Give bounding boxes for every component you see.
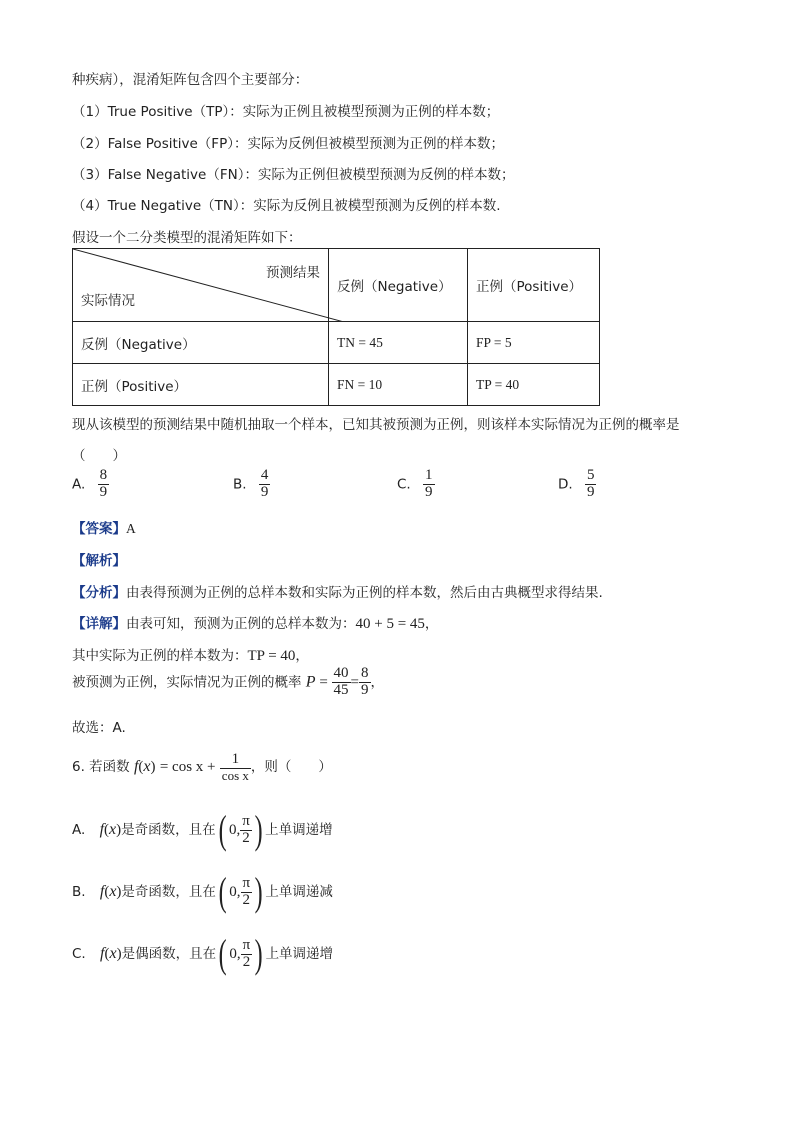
option-letter: B. <box>233 476 247 493</box>
fraction-denominator: 2 <box>242 953 251 970</box>
answer-line <box>72 517 136 537</box>
detail-text-3: 被预测为正例，实际情况为正例的概率 <box>72 674 302 691</box>
fraction-denominator: 9 <box>361 681 369 698</box>
detail-line-1 <box>72 612 438 633</box>
fraction-denominator: cos x <box>221 767 249 783</box>
part-fn: （3）False Negative（FN）：实际为正例但被模型预测为反例的样本数； <box>72 167 515 183</box>
fraction-denominator: 2 <box>242 829 250 846</box>
diagonal-line <box>73 249 344 322</box>
option-tail: 上单调递减 <box>265 884 333 900</box>
fraction-denominator: 9 <box>586 483 595 500</box>
func-x: x <box>109 945 117 962</box>
table-row <box>73 364 600 406</box>
detail-end-2: ， <box>295 648 309 664</box>
q6-option-b[interactable]: B. f(x)是奇函数，且在( 0, $\frac{\pi}{2}$ ) 上单调递减 <box>72 869 333 914</box>
option-c[interactable] <box>397 468 435 501</box>
prob-symbol: P <box>305 673 316 691</box>
fraction-numerator: 40 <box>333 665 349 681</box>
detail-math-2: TP = 40 <box>247 648 296 664</box>
fenxi-line <box>72 581 603 601</box>
row-label-positive: 正例（Positive） <box>73 364 329 406</box>
option-letter: A. <box>72 476 86 493</box>
q6-option-c[interactable]: C. f(x)是偶函数，且在( 0, $\frac{\pi}{2}$ ) 上单调递增 <box>72 931 334 976</box>
option-letter: A. <box>72 822 86 838</box>
q6-prefix: 6. 若函数 <box>72 759 130 776</box>
analysis-tag <box>72 549 126 569</box>
fraction-denominator: 2 <box>242 891 251 908</box>
fenxi-tag: 【分析】 <box>72 585 126 601</box>
detail-math-1: 40 + 5 = 45 <box>355 616 425 632</box>
fraction-denominator: 9 <box>99 483 108 500</box>
question-text: 现从该模型的预测结果中随机抽取一个样本，已知其被预测为正例，则该样本实际情况为正例的概率是 <box>72 417 680 433</box>
detail-line-2 <box>72 644 309 665</box>
answer-value: A <box>126 521 136 536</box>
cell-fn: FN = 10 <box>329 364 468 406</box>
part-tn: （4）True Negative（TN）：实际为反例且被模型预测为反例的样本数. <box>72 198 501 214</box>
func-x: x <box>109 883 117 900</box>
fenxi-text: 由表得预测为正例的总样本数和实际为正例的样本数，然后由古典概型求得结果. <box>126 585 603 601</box>
fraction-numerator: 8 <box>99 467 108 483</box>
question-paren: （ ） <box>72 448 126 464</box>
interval-left: 0, <box>228 822 241 838</box>
fraction-numerator: 4 <box>260 467 269 483</box>
interval-left: 0, <box>229 884 241 900</box>
fraction-numerator: π <box>242 812 250 829</box>
option-letter: D. <box>558 476 573 493</box>
fraction-numerator: 1 <box>220 752 251 769</box>
interval-left: 0, <box>229 946 241 962</box>
choose-line: 故选：A. <box>72 720 126 736</box>
fraction-numerator: π <box>242 936 251 953</box>
col-header-negative: 反例（Negative） <box>329 249 468 322</box>
confusion-matrix-table <box>72 248 600 406</box>
q6-eq: = cos x + <box>159 759 216 776</box>
cell-tp: TP = 40 <box>468 364 600 406</box>
fraction-numerator: π <box>242 874 251 891</box>
option-letter: C. <box>72 946 86 962</box>
part-fp: （2）False Positive（FP）：实际为反例但被模型预测为正例的样本数； <box>72 136 504 152</box>
table-corner-cell <box>73 249 329 322</box>
col-header-positive: 正例（Positive） <box>468 249 600 322</box>
fraction-numerator: 5 <box>586 467 595 483</box>
option-d[interactable] <box>558 468 596 501</box>
option-letter: C. <box>397 476 411 493</box>
fraction-denominator: 9 <box>260 483 269 500</box>
analysis-tag-label: 【解析】 <box>72 553 126 569</box>
detail-end-3: ， <box>370 674 385 691</box>
header-actual: 实际情况 <box>81 293 135 309</box>
fraction-numerator: 1 <box>425 467 433 483</box>
intro-line: 种疾病），混淆矩阵包含四个主要部分： <box>72 72 309 88</box>
cell-fp: FP = 5 <box>468 322 600 364</box>
answer-tag: 【答案】 <box>72 521 126 537</box>
row-label-negative: 反例（Negative） <box>73 322 329 364</box>
option-text: 是偶函数，且在 <box>121 946 217 962</box>
option-letter: B. <box>72 884 86 900</box>
func-f: f <box>99 821 105 838</box>
option-tail: 上单调递增 <box>265 946 334 962</box>
fraction-denominator: 45 <box>333 681 349 698</box>
fraction-denominator: 9 <box>425 483 433 500</box>
option-text: 是奇函数，且在 <box>121 822 216 838</box>
detail-end-1: ， <box>424 616 439 632</box>
option-b[interactable] <box>233 468 270 501</box>
detail-tag: 【详解】 <box>72 616 126 632</box>
func-f: f <box>99 883 105 900</box>
cell-tn: TN = 45 <box>329 322 468 364</box>
func-x: x <box>109 821 117 838</box>
q6-end: ，则（ ） <box>250 759 332 776</box>
table-row <box>73 322 600 364</box>
func-f: f <box>100 945 105 962</box>
matrix-intro: 假设一个二分类模型的混淆矩阵如下： <box>72 230 302 246</box>
detail-text-1: 由表可知，预测为正例的总样本数为： <box>126 616 356 632</box>
detail-text-2: 其中实际为正例的样本数为： <box>72 648 248 664</box>
q6-option-a[interactable]: A. f(x)是奇函数，且在( 0, $\frac{\pi}{2}$ ) 上单调递增 <box>72 807 333 852</box>
fraction-numerator: 8 <box>361 665 369 681</box>
option-tail: 上单调递增 <box>265 822 333 838</box>
header-predicted: 预测结果 <box>266 265 320 281</box>
q6-func-x: x <box>143 758 151 776</box>
option-a[interactable] <box>72 468 109 501</box>
q6-func-f: f <box>133 758 139 776</box>
part-tp: （1）True Positive（TP）：实际为正例且被模型预测为正例的样本数； <box>72 104 500 120</box>
detail-line-3: 被预测为正例，实际情况为正例的概率 P = $\frac{40}{45}$ = $\frac{8}{9}$ ， <box>72 665 385 698</box>
option-text: 是奇函数，且在 <box>121 884 216 900</box>
q6-stem: 6. 若函数 f(x) = cos x + $\frac{1}{\text{cos x}}$ ，则（ ） <box>72 751 332 783</box>
